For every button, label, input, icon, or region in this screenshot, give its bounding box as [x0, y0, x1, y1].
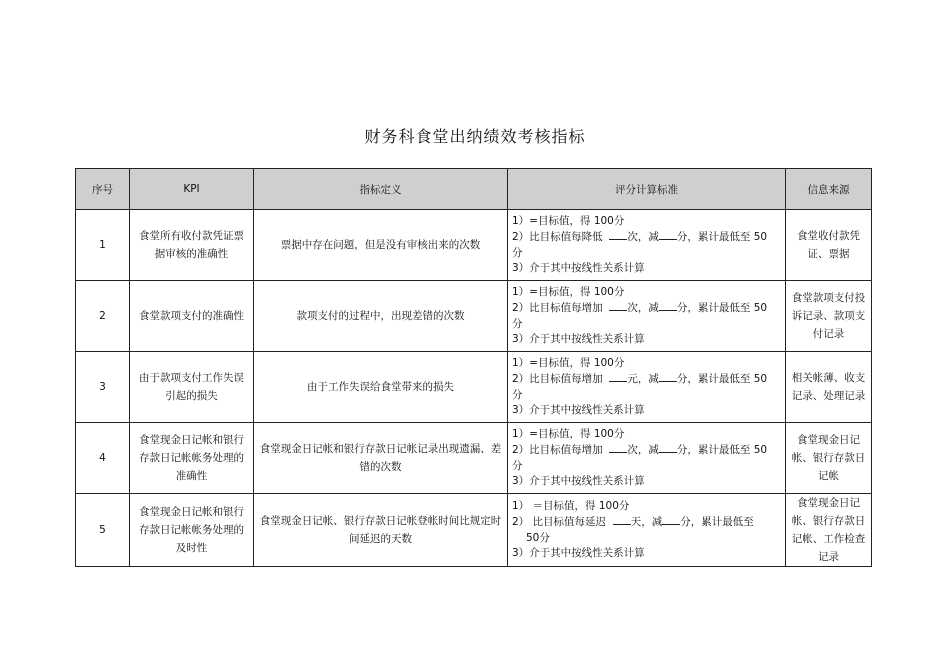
row-kpi: 食堂所有收付款凭证票据审核的准确性 [130, 210, 254, 281]
row-source: 食堂现金日记帐、银行存款日记帐、工作检查记录 [786, 494, 872, 567]
row-definition: 食堂现金日记帐、银行存款日记帐登帐时间比规定时间延迟的天数 [254, 494, 508, 567]
header-definition: 指标定义 [254, 169, 508, 210]
row-definition: 由于工作失误给食堂带来的损失 [254, 352, 508, 423]
header-no: 序号 [76, 169, 130, 210]
row-score: 1）=目标值，得 100分 2）比目标值每降低 次，减 分，累计最低至 50 分 3）介于其中按线性关系计算 [508, 210, 786, 281]
table-row [76, 210, 872, 281]
table-row [76, 281, 872, 352]
row-score: 1）=目标值，得 100分 2）比目标值每增加 元，减 分，累计最低至 50 分 3）介于其中按线性关系计算 [508, 352, 786, 423]
table-row [76, 423, 872, 494]
header-score: 评分计算标准 [508, 169, 786, 210]
page-title: 财务科食堂出纳绩效考核指标 [364, 127, 586, 146]
row-score: 1） ＝目标值，得 100分 2） 比目标值每延迟 天，减 分，累计最低至 50分 3）介于其中按线性关系计算 [508, 494, 786, 567]
row-no: 5 [76, 494, 130, 567]
header-source: 信息来源 [786, 169, 872, 210]
row-kpi: 食堂现金日记帐和银行存款日记帐帐务处理的准确性 [130, 423, 254, 494]
row-kpi: 由于款项支付工作失误引起的损失 [130, 352, 254, 423]
table-row [76, 352, 872, 423]
row-no: 3 [76, 352, 130, 423]
row-kpi: 食堂款项支付的准确性 [130, 281, 254, 352]
row-definition: 票据中存在问题，但是没有审核出来的次数 [254, 210, 508, 281]
row-source: 相关帐薄、收支记录、处理记录 [786, 352, 872, 423]
row-no: 1 [76, 210, 130, 281]
row-kpi: 食堂现金日记帐和银行存款日记帐帐务处理的及时性 [130, 494, 254, 567]
row-source: 食堂款项支付投诉记录、款项支付记录 [786, 281, 872, 352]
header-kpi: KPI [130, 169, 254, 210]
row-source: 食堂现金日记帐、银行存款日记帐 [786, 423, 872, 494]
row-no: 4 [76, 423, 130, 494]
row-definition: 款项支付的过程中，出现差错的次数 [254, 281, 508, 352]
table-row [76, 494, 872, 567]
table-header-row [76, 169, 872, 210]
row-no: 2 [76, 281, 130, 352]
row-score: 1）=目标值，得 100分 2）比目标值每增加 次，减 分，累计最低至 50 分 3）介于其中按线性关系计算 [508, 281, 786, 352]
row-definition: 食堂现金日记帐和银行存款日记帐记录出现遗漏、差错的次数 [254, 423, 508, 494]
row-score: 1）=目标值，得 100分 2）比目标值每增加 次，减 分，累计最低至 50 分 3）介于其中按线性关系计算 [508, 423, 786, 494]
row-source: 食堂收付款凭证、票据 [786, 210, 872, 281]
kpi-table [75, 168, 872, 567]
